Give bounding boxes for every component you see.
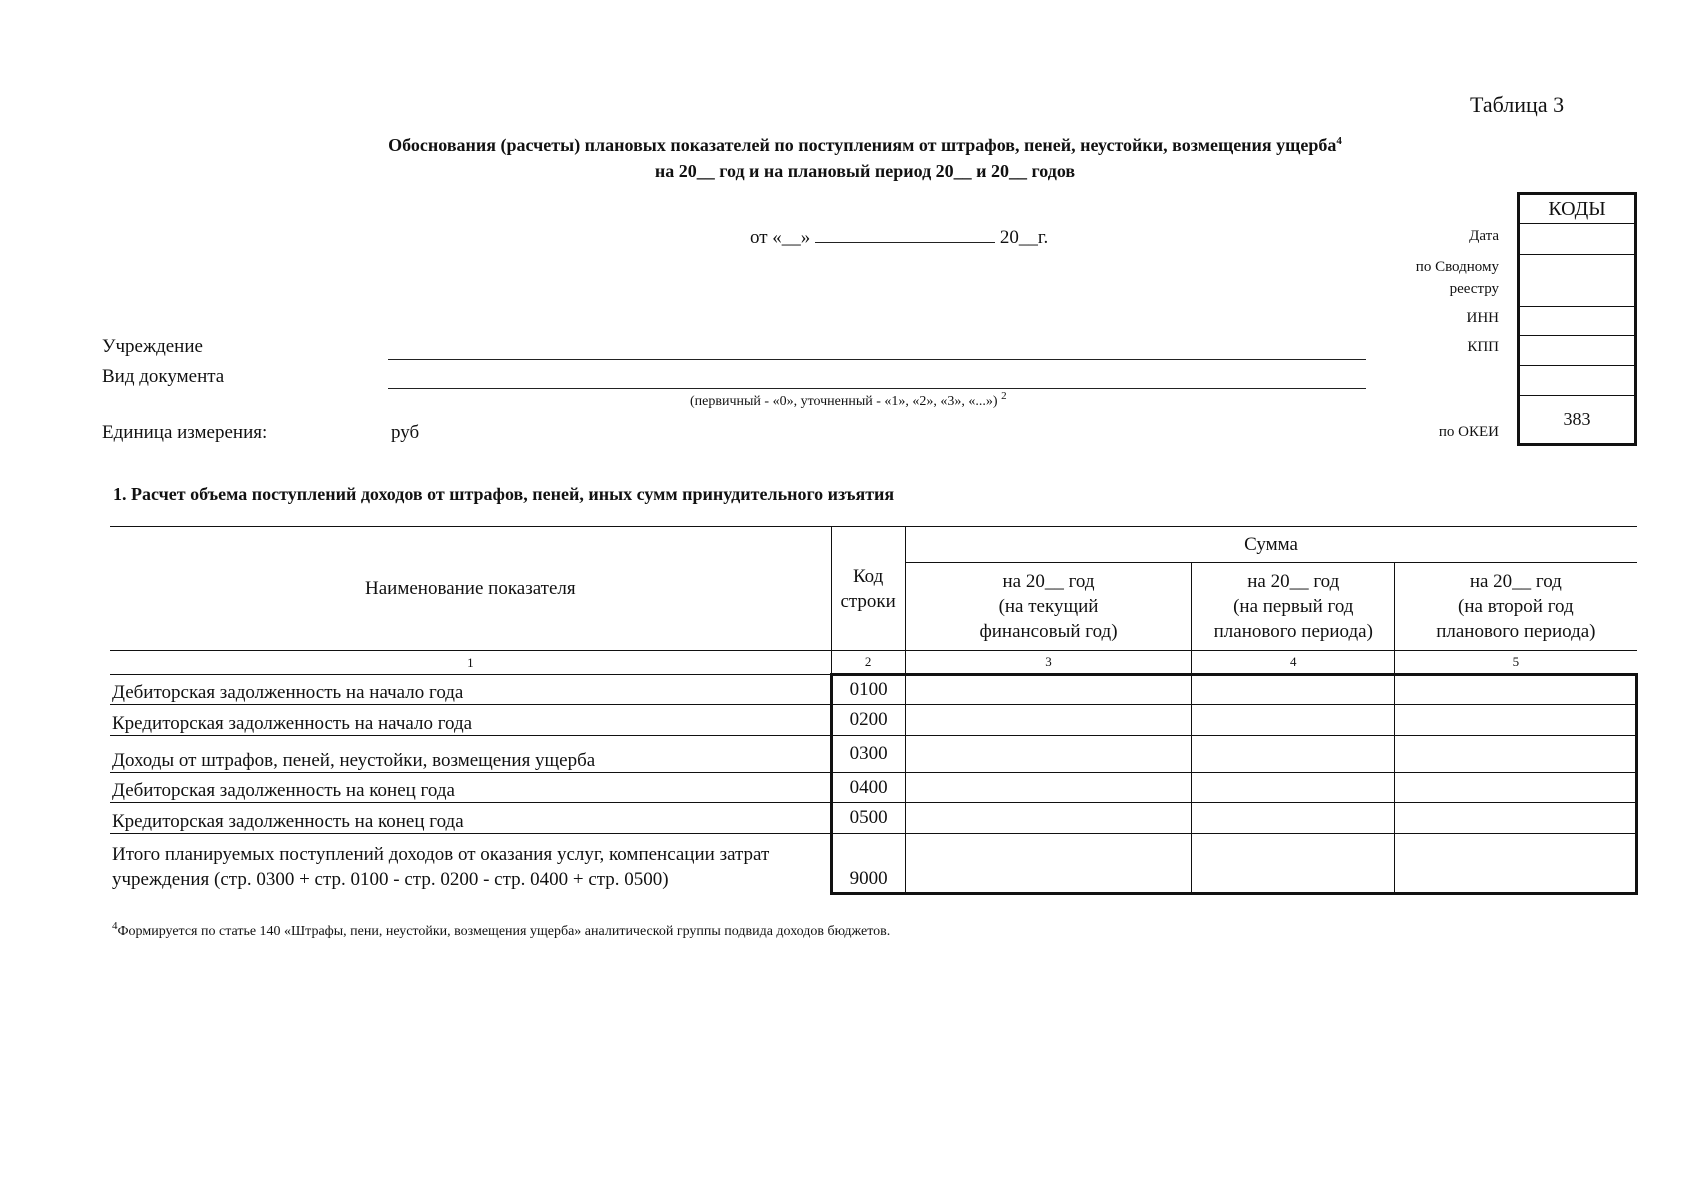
code-label-date: Дата [1469, 228, 1499, 244]
doc-type-label: Вид документа [102, 366, 225, 387]
institution-label: Учреждение [102, 336, 203, 357]
row-name: Доходы от штрафов, пеней, неустойки, возмещения ущерба [110, 736, 831, 773]
header-year-current: на 20__ год (на текущий финансовый год) [905, 563, 1192, 651]
form-title-line2: на 20__ год и на плановый период 20__ и 20__ годов [654, 161, 1076, 181]
table-row [110, 705, 1637, 736]
code-registry-cell[interactable] [1520, 255, 1634, 307]
value-cell[interactable] [1395, 773, 1637, 803]
value-cell[interactable] [905, 705, 1192, 736]
header-year-first: на 20__ год (на первый год планового периода) [1192, 563, 1395, 651]
unit-value: руб [391, 422, 420, 443]
document-date: от «__» 20__г. [750, 224, 1048, 249]
code-inn-cell[interactable] [1520, 307, 1634, 336]
code-okei-cell: 383 [1563, 409, 1591, 429]
row-code: 0100 [831, 675, 905, 705]
value-cell[interactable] [905, 834, 1192, 894]
value-cell[interactable] [1395, 705, 1637, 736]
header-sum: Сумма [905, 527, 1636, 563]
table-row [110, 773, 1637, 803]
value-cell[interactable] [905, 736, 1192, 773]
value-cell[interactable] [1395, 736, 1637, 773]
code-label-registry-2: реестру [1449, 281, 1499, 297]
col-number: 1 [110, 651, 831, 675]
codes-box [1517, 192, 1637, 446]
table-row [110, 803, 1637, 834]
row-code: 0500 [831, 803, 905, 834]
value-cell[interactable] [1395, 803, 1637, 834]
value-cell[interactable] [905, 773, 1192, 803]
code-doc-type-cell[interactable] [1520, 366, 1634, 396]
header-year-second: на 20__ год (на второй год планового периода) [1395, 563, 1637, 651]
code-label-inn: ИНН [1466, 310, 1499, 326]
value-cell[interactable] [1192, 773, 1395, 803]
value-cell[interactable] [905, 675, 1192, 705]
header-name: Наименование показателя [110, 527, 831, 651]
doc-type-hint: (первичный - «0», уточненный - «1», «2», «3», «...») $^2$ [690, 390, 1007, 409]
table-row [110, 834, 1637, 894]
code-label-registry-1: по Сводному [1415, 259, 1499, 275]
value-cell[interactable] [1192, 736, 1395, 773]
value-cell[interactable] [1395, 675, 1637, 705]
code-kpp-cell[interactable] [1520, 336, 1634, 366]
row-name: Кредиторская задолженность на начало года [110, 705, 831, 736]
row-name: Итого планируемых поступлений доходов от оказания услуг, компенсации затрат учреждения (стр. 0300 + стр. 0100 - стр. 0200 - стр. 0400 + стр. 0500) [110, 834, 831, 894]
table-row [110, 736, 1637, 773]
unit-label: Единица измерения: [102, 422, 268, 443]
value-cell[interactable] [1192, 705, 1395, 736]
footnote-ref: 4 [1336, 135, 1342, 147]
col-number: 3 [905, 651, 1192, 675]
row-code: 0200 [831, 705, 905, 736]
row-name: Дебиторская задолженность на начало года [110, 675, 831, 705]
value-cell[interactable] [1192, 834, 1395, 894]
value-cell[interactable] [1192, 675, 1395, 705]
col-number: 4 [1192, 651, 1395, 675]
col-number: 5 [1395, 651, 1637, 675]
code-label-okei: по ОКЕИ [1438, 424, 1499, 440]
row-code: 0400 [831, 773, 905, 803]
institution-input[interactable] [388, 359, 1366, 360]
doc-type-input[interactable] [388, 388, 1366, 389]
row-code: 9000 [831, 834, 905, 894]
table-row [110, 675, 1637, 705]
codes-title: КОДЫ [1520, 195, 1634, 224]
value-cell[interactable] [905, 803, 1192, 834]
value-cell[interactable] [1395, 834, 1637, 894]
code-date-cell[interactable] [1520, 224, 1634, 255]
code-label-kpp: КПП [1467, 339, 1499, 355]
date-month-blank[interactable] [815, 224, 995, 243]
revenue-table [110, 526, 1638, 895]
form-title-line1: Обоснования (расчеты) плановых показателей по поступлениям от штрафов, пеней, неустойки, возмещения ущерба$^4$ [388, 135, 1342, 155]
value-cell[interactable] [1192, 803, 1395, 834]
section-title: 1. Расчет объема поступлений доходов от штрафов, пеней, иных сумм принудительного изъятия [113, 484, 895, 504]
header-code: Код строки [831, 527, 905, 651]
col-number: 2 [831, 651, 905, 675]
row-name: Дебиторская задолженность на конец года [110, 773, 831, 803]
row-name: Кредиторская задолженность на конец года [110, 803, 831, 834]
row-code: 0300 [831, 736, 905, 773]
table-number: Таблица 3 [1470, 92, 1565, 117]
footnote: $^4$Формируется по статье 140 «Штрафы, пени, неустойки, возмещения ущерба» аналитической группы подвида доходов бюджетов. [112, 920, 891, 939]
